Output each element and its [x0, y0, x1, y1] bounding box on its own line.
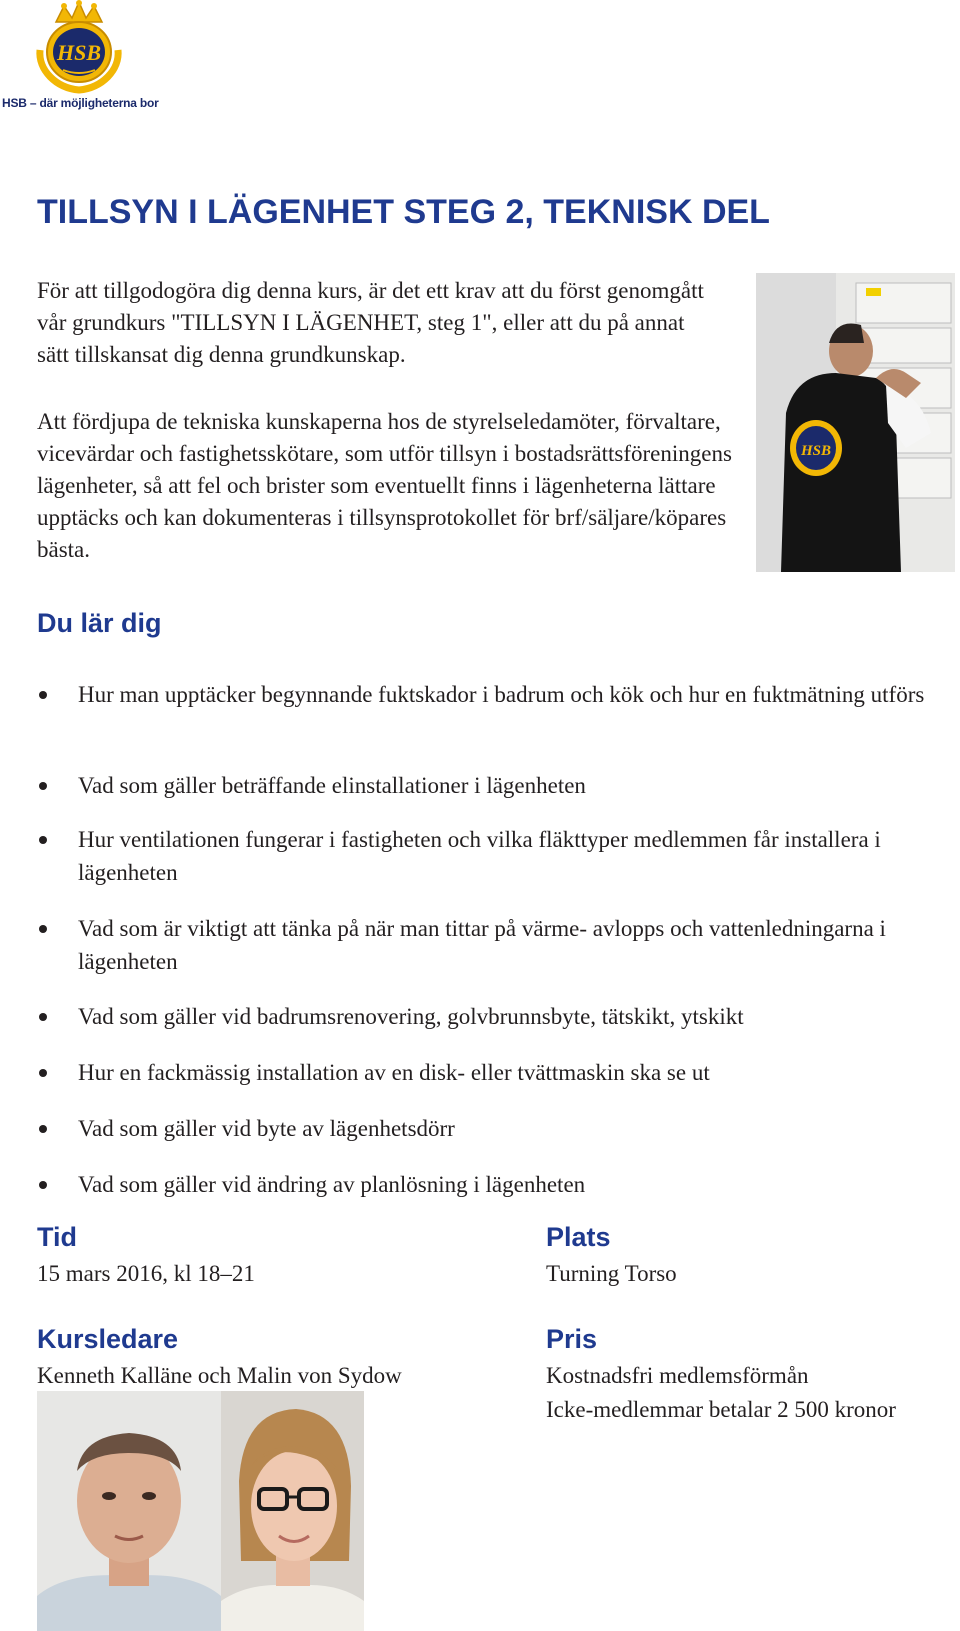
- bullet-dot-icon: [39, 1125, 47, 1133]
- list-item: [78, 1112, 928, 1145]
- purpose-paragraph: Att fördjupa de tekniska kunskaperna hos de styrelseledamöter, förvaltare, vicevärdar och fastighetsskötare, som utför tillsyn i bostadsrättsföreningens lägenheter, så att fel och brister som eventuellt finns i lägenheterna lättare upptäcks och kan dokumenteras i tillsynsprotokollet för brf/säljare/köpares bästa.: [37, 409, 732, 562]
- price-line-2: Icke-medlemmar betalar 2 500 kronor: [546, 1397, 896, 1422]
- list-item: [78, 823, 928, 889]
- logo-letters: HSB: [56, 40, 102, 65]
- place-value: Turning Torso: [546, 1261, 677, 1286]
- portrait-instructor-2: [221, 1391, 364, 1631]
- bullet-dot-icon: [39, 1181, 47, 1189]
- list-item-text: Vad som gäller vid ändring av planlösning i lägenheten: [78, 1172, 586, 1197]
- price-heading: Pris: [546, 1324, 598, 1354]
- logo-tagline: HSB – där möjligheterna bor: [2, 96, 159, 110]
- learn-heading: Du lär dig: [37, 608, 162, 638]
- bullet-dot-icon: [39, 782, 47, 790]
- list-item: [78, 1000, 928, 1033]
- bullet-dot-icon: [39, 925, 47, 933]
- time-heading: Tid: [37, 1222, 77, 1252]
- page-title: TILLSYN I LÄGENHET STEG 2, TEKNISK DEL: [37, 193, 770, 231]
- list-item-text: Hur ventilationen fungerar i fastigheten och vilka fläkttyper medlemmen får installera i lägenheten: [78, 827, 881, 885]
- list-item-text: Vad som gäller vid byte av lägenhetsdörr: [78, 1116, 455, 1141]
- bullet-dot-icon: [39, 836, 47, 844]
- hsb-crest-icon: [30, 0, 128, 96]
- list-item-text: Vad som gäller beträffande elinstallationer i lägenheten: [78, 773, 586, 798]
- leaders-value: Kenneth Kalläne och Malin von Sydow: [37, 1363, 402, 1388]
- place-heading: Plats: [546, 1222, 611, 1252]
- technician-photo: [756, 273, 955, 572]
- price-line-1: Kostnadsfri medlemsförmån: [546, 1363, 809, 1388]
- list-item: [78, 912, 928, 978]
- intro-paragraph: För att tillgodogöra dig denna kurs, är det ett krav att du först genomgått vår grundkurs "TILLSYN I LÄGENHET, steg 1", eller att du på annat sätt tillskansat dig denna grundkunskap.: [37, 278, 704, 367]
- bullet-dot-icon: [39, 691, 47, 699]
- bullet-dot-icon: [39, 1069, 47, 1077]
- time-value: 15 mars 2016, kl 18–21: [37, 1261, 255, 1286]
- list-item: [78, 769, 928, 802]
- hsb-logo: [0, 0, 170, 115]
- list-item: [78, 1056, 928, 1089]
- list-item: [78, 1168, 928, 1201]
- list-item-text: Vad som är viktigt att tänka på när man tittar på värme- avlopps och vattenledningarna i lägenheten: [78, 916, 886, 974]
- list-item-text: Hur man upptäcker begynnande fuktskador i badrum och kök och hur en fuktmätning utförs: [78, 682, 925, 707]
- list-item-text: Hur en fackmässig installation av en disk- eller tvättmaskin ska se ut: [78, 1060, 710, 1085]
- leaders-heading: Kursledare: [37, 1324, 179, 1354]
- badge-letters: HSB: [800, 443, 832, 459]
- bullet-dot-icon: [39, 1013, 47, 1021]
- list-item-text: Vad som gäller vid badrumsrenovering, golvbrunnsbyte, tätskikt, ytskikt: [78, 1004, 744, 1029]
- portrait-instructor-1: [37, 1391, 221, 1631]
- list-item: [78, 678, 928, 711]
